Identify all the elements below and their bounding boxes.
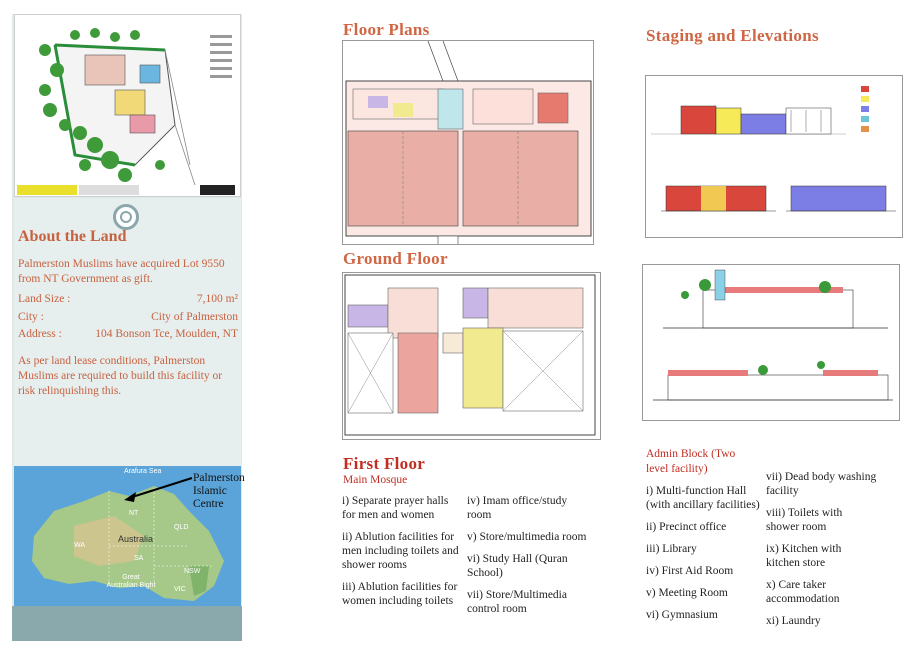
admin-item: vi) Gymnasium (646, 609, 718, 621)
land-description: Palmerston Muslims have acquired Lot 9550 from NT Government as gift. (18, 258, 225, 285)
elevation-drawing-1 (645, 75, 903, 238)
admin-item: viii) Toilets with shower room (766, 507, 843, 533)
site-plan-drawing (14, 14, 241, 197)
admin-item: iv) First Aid Room (646, 565, 734, 577)
first-floor-plan-drawing (342, 272, 601, 440)
mosque-item: ii) Ablution facilities for men including toilets and shower rooms (342, 531, 459, 571)
ground-floor-heading: Ground Floor (343, 249, 448, 268)
admin-item: xi) Laundry (766, 615, 821, 627)
elevation-drawing-2 (642, 264, 900, 421)
land-size-label: Land Size : (18, 293, 71, 305)
mosque-item: vii) Store/Multimedia control room (467, 589, 567, 615)
bottom-band (12, 606, 242, 641)
map-sea-label: Arafura Sea (124, 468, 162, 475)
map-bight-label: Great Australian Bight (106, 574, 156, 589)
floor-plans-heading: Floor Plans (343, 20, 430, 39)
mosque-item: iv) Imam office/study room (467, 495, 568, 521)
map-region-wa: WA (74, 542, 86, 549)
about-land-heading: About the Land (18, 228, 127, 245)
map-region-nsw: NSW (184, 568, 201, 575)
admin-block-subheading: Admin Block (Two level facility) (646, 448, 736, 475)
admin-item: i) Multi-function Hall (with ancillary facilities) (646, 485, 760, 511)
city-label: City : (18, 311, 44, 323)
main-mosque-subheading: Main Mosque (343, 474, 408, 486)
map-region-vic: VIC (174, 586, 186, 593)
mosque-list-col2 (467, 494, 587, 624)
city-value: City of Palmerston (151, 311, 238, 323)
admin-item: iii) Library (646, 543, 697, 555)
map-country-label: Australia (118, 534, 154, 544)
mosque-item: v) Store/multimedia room (467, 531, 587, 543)
admin-list-col1 (646, 484, 762, 630)
admin-list-col2 (766, 470, 878, 636)
mosque-item: vi) Study Hall (Quran School) (467, 553, 568, 579)
lease-note: As per land lease conditions, Palmerston Muslims are required to build this facility or risk relinquishing this. (18, 355, 223, 397)
admin-item: vii) Dead body washing facility (766, 471, 877, 497)
admin-item: ii) Precinct office (646, 521, 727, 533)
mosque-list-col1 (342, 494, 464, 616)
ground-floor-plan-drawing (342, 40, 594, 245)
mosque-item: i) Separate prayer halls for men and women (342, 495, 449, 521)
admin-item: ix) Kitchen with kitchen store (766, 543, 842, 569)
mosque-item: iii) Ablution facilities for women including toilets (342, 581, 458, 607)
map-region-nt: NT (129, 510, 139, 517)
land-size-value: 7,100 m² (196, 293, 238, 305)
first-floor-heading: First Floor (343, 454, 426, 473)
address-label: Address : (18, 328, 62, 340)
staging-heading: Staging and Elevations (646, 26, 819, 45)
address-value: 104 Bonson Tce, Moulden, NT (95, 328, 238, 340)
map-region-qld: QLD (174, 524, 189, 531)
admin-item: v) Meeting Room (646, 587, 728, 599)
decorative-ring-icon (113, 204, 139, 230)
map-callout-label: Palmerston Islamic Centre (193, 472, 245, 510)
map-region-sa: SA (134, 555, 144, 562)
admin-item: x) Care taker accommodation (766, 579, 840, 605)
